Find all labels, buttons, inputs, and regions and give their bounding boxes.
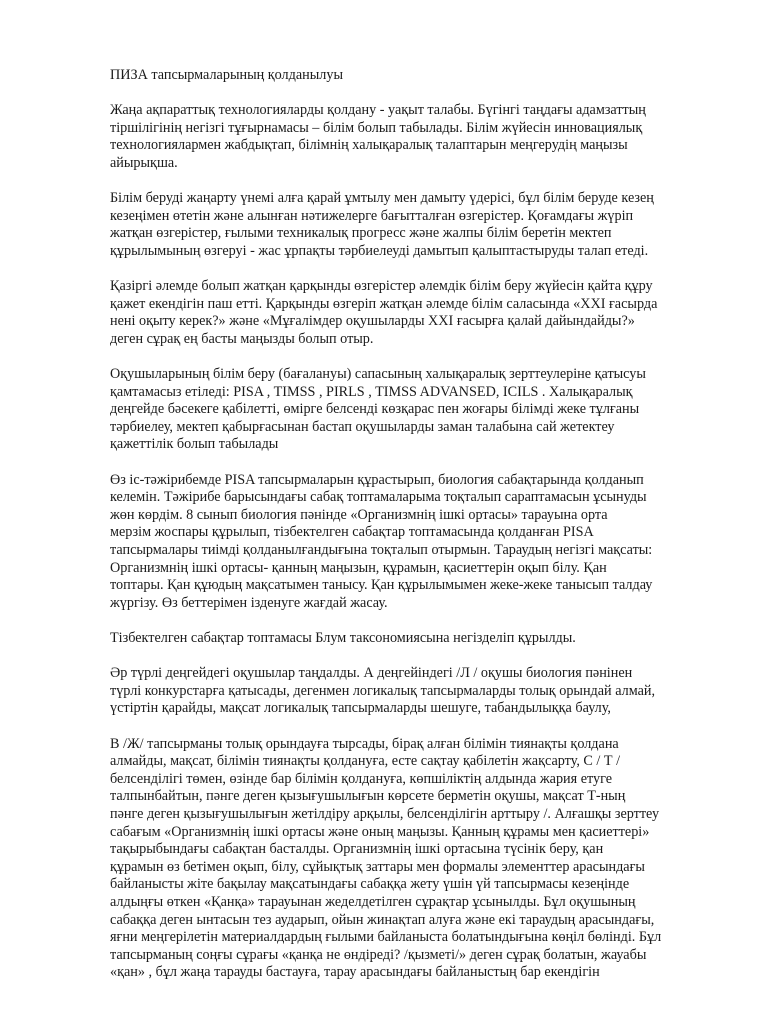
text-line: пәнге деген қызығушылығын жетілдіру арқылы, белсенділігін арттыру /. Алғашқы зерттеу: [110, 805, 660, 822]
document-title: ПИЗА тапсырмаларының қолданылуы: [110, 67, 343, 83]
paragraph: [110, 102, 710, 172]
text-line: Тізбектелген сабақтар топтамасы Блум таксономиясына негізделіп құрылды.: [110, 630, 576, 646]
paragraph: [110, 630, 710, 648]
text-line: «қан» , бұл жаңа тарауды бастауға, тарау арасындағы байланыстың бар екендігін: [110, 964, 600, 981]
text-line: Жаңа ақпараттық технологияларды қолдану - уақыт талабы. Бүгінгі таңдағы адамзаттың: [110, 102, 646, 119]
text-line: алдыңғы өткен «Қанқа» тарауынан жеделдетілген сұрақтар ұсынылды. Бұл оқушының: [110, 893, 636, 910]
text-line: тапсырманың соңғы сұрағы «қанқа не өндіреді? /қызметі/» деген сұрақ болатын, жауабы: [110, 946, 647, 963]
text-line: талпынбайтын, пәнге деген қызығушылығын көрсете берметін оқушы, мақсат Т-ның: [110, 788, 626, 805]
text-line: нені оқыту керек?» және «Мұғалімдер оқушыларды XXI ғасырға қалай дайындайды?»: [110, 313, 635, 330]
text-line: келемін. Тәжірибе барысындағы сабақ топтамаларыма тоқталып сараптамасын ұсынуды: [110, 489, 647, 506]
text-line: жөн көрдім. 8 сынып биология пәнінде «Организмнің ішкі ортасы» тарауына орта: [110, 506, 608, 523]
text-line: Қазіргі әлемде болып жатқан қарқынды өзгерістер әлемдік білім беру жүйесін қайта құру: [110, 278, 653, 295]
text-line: байланысты жіте бақылау мақсатындағы сабаққа жету үшін үй тапсырмасы кезеңінде: [110, 876, 630, 893]
text-line: тапсырмалары тиімді қолданылғандығына тоқталып отырмын. Тараудың негізгі мақсаты:: [110, 542, 653, 559]
text-line: топтары. Қан құюдың мақсатымен танысу. Қан құрылымымен жеке-жеке танысып талдау: [110, 577, 653, 594]
text-line: айырықша.: [110, 154, 178, 171]
text-line: кезеңімен өтетін және алынған нәтижелерге бағытталған өзгерістер. Қоғамдағы жүріп: [110, 207, 634, 224]
text-line: В /Ж/ тапсырманы толық орындауға тырсады, бірақ алған білімін тиянақты қолдана: [110, 735, 619, 752]
paragraph: [110, 665, 710, 718]
text-line: қамтамасыз етіледі: PISA , TIMSS , PIRLS , TIMSS ADVANSED, ICILS . Халықаралық: [110, 383, 633, 400]
text-line: сабаққа деген ынтасын тез аударып, ойын жинақтап алуға және екі тараудың арасындағы,: [110, 911, 655, 928]
text-line: тәрбиелеу, мектеп қабырғасынан бастап оқушыларды заман талабына сай жетектеу: [110, 418, 615, 435]
text-line: түрлі конкурстарға қатысады, дегенмен логикалық тапсырмаларды толық орындай алмай,: [110, 682, 656, 699]
text-line: тақырыбындағы сабақтан басталды. Организмнің ішкі ортасына түсінік беру, қан: [110, 841, 604, 858]
text-line: қажет екендігін паш етті. Қарқынды өзгеріп жатқан әлемде білім саласында «XXI ғасырда: [110, 295, 658, 312]
text-line: Оқушыларының білім беру (бағалануы) сапасының халықаралық зерттеулеріне қатысуы: [110, 366, 646, 383]
text-line: жүргізу. Өз беттерімен ізденуге жағдай жасау.: [110, 594, 388, 611]
text-line: яғни меңгерілетін материалдардың ғылыми байланыста болатындығына көңіл бөлінді. Бұл: [110, 929, 662, 946]
text-line: үстіртін қарайды, мақсат логикалық тапсырмаларды шешуге, табандылыққа баулу,: [110, 700, 611, 717]
text-line: технологиялармен жабдықтап, білімнің халықаралық талаптарын меңгерудің маңызы: [110, 137, 628, 154]
document-body: [110, 67, 710, 999]
text-line: деңгейде бәсекеге қабілетті, өмірге белсенді көзқарас пен жоғары білімді жеке тұлғаны: [110, 401, 640, 418]
paragraph: [110, 190, 710, 260]
text-line: Білім беруді жаңарту үнемі алға қарай ұмтылу мен дамыту үдерісі, бұл білім беруде кезең: [110, 190, 654, 207]
text-line: деген сұрақ ең басты маңызды болып отыр.: [110, 330, 374, 347]
text-line: Әр түрлі деңгейдегі оқушылар таңдалды. А деңгейіндегі /Л / оқушы биология пәнінен: [110, 665, 633, 682]
text-line: құрамын өз бетімен оқып, білу, сұйықтық заттары мен формалы элементтер арасындағы: [110, 858, 645, 875]
paragraph: [110, 278, 710, 348]
text-line: жатқан өзгерістер, ғылыми техникалық прогресс және жалпы білім беретін мектеп: [110, 225, 612, 242]
paragraph: [110, 736, 710, 982]
text-line: Организмнің ішкі ортасы- қанның маңызын, құрамын, қасиеттерін оқып білу. Қан: [110, 559, 607, 576]
paragraph: [110, 472, 710, 613]
text-line: белсенділігі төмен, өзінде бар білімін қолдануға, көпшіліктің алдында жария етуге: [110, 770, 613, 787]
text-line: қажеттілік болып табылады: [110, 436, 279, 453]
paragraph: [110, 366, 710, 454]
text-line: алмайды, мақсат, білімін тиянақты қолдануға, есте сақтау қабілетін жақсарту, С / Т /: [110, 753, 621, 770]
text-line: сабағым «Организмнің ішкі ортасы және оның маңызы. Қанның құрамы мен қасиеттері»: [110, 823, 650, 840]
text-line: Өз іс-тәжірибемде PISA тапсырмаларын құрастырып, биология сабақтарында қолданып: [110, 471, 644, 488]
text-line: мерзім жоспары құрылып, тізбектелген сабақтар топтамасында қолданған PISA: [110, 524, 594, 541]
text-line: құрылымының өзгеруі - жас ұрпақты тәрбиелеуді дамытып қалыптастыруды талап етеді.: [110, 242, 649, 259]
text-line: тіршілігінің негізгі тұғырнамасы – білім болып табылады. Білім жүйесін инновациялық: [110, 119, 643, 136]
